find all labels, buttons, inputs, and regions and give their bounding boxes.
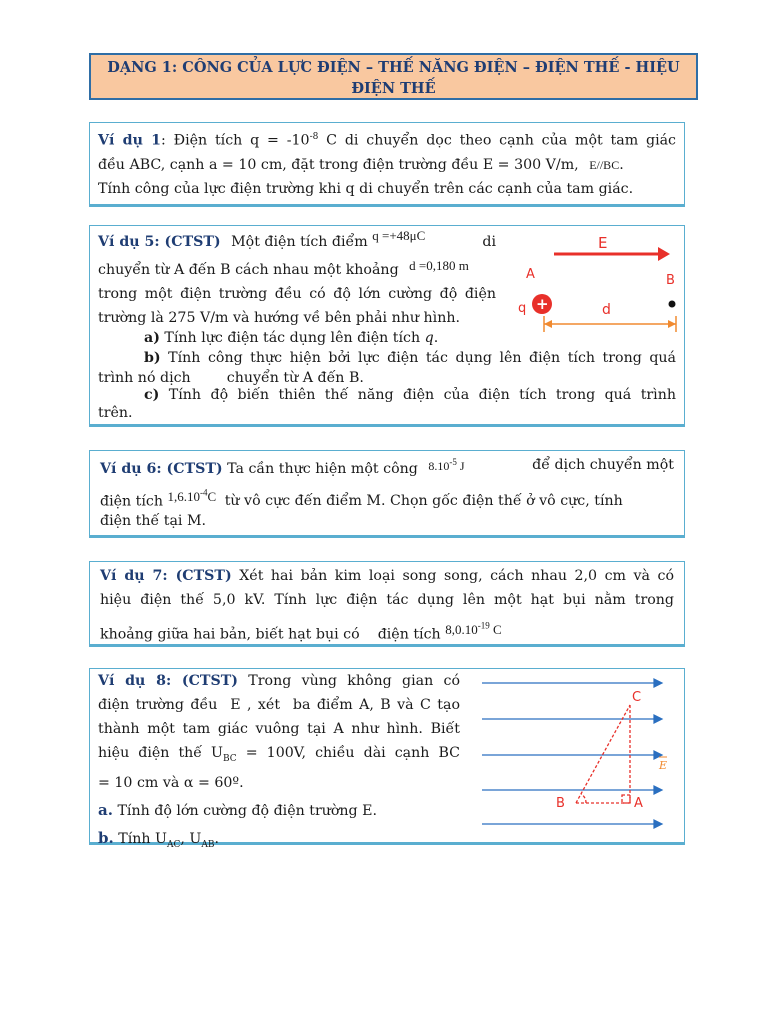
example-6-line1: Ví dụ 6: (CTST) Ta cần thực hiện một công $^{8.10^{-5} J}$ để dịch chuyển một	[100, 457, 674, 477]
example-8-label: Ví dụ 8: (CTST)	[98, 673, 238, 689]
field-label: E	[598, 234, 608, 252]
example-8-text	[98, 669, 460, 857]
example-5-line1: Ví dụ 5: (CTST) Một điện tích điểm q =+48μC di	[98, 228, 496, 250]
charge-value: $1,6.10^{-4}C$	[167, 488, 217, 505]
distance-value: d =0,180 m	[409, 258, 469, 273]
example-8-line5: = 10 cm và α = 60º.	[98, 774, 244, 791]
work-value: 8.10-5 J	[428, 457, 465, 473]
field-vector-label: E	[659, 759, 668, 772]
field-arrowhead	[658, 247, 670, 261]
example-5-part-b: b) Tính công thực hiện bởi lực điện tác dụng lên điện tích trong quá trình nó dịch chuyển từ A đến B.	[98, 350, 676, 386]
example-5-line3: trong một điện trường đều có độ lớn cường độ điện	[98, 286, 496, 302]
example-8-part-a: a. Tính độ lớn cường độ điện trường E.	[98, 800, 378, 819]
point-b-dot	[669, 301, 676, 308]
example-6-box	[89, 450, 685, 538]
example-6-line2: điện tích $1,6.10^{-4}C$ từ vô cực đến điểm M. Chọn gốc điện thế ở vô cực, tính	[100, 488, 623, 510]
example-8-part-b: b. Tính $U_{AC}$, $U_{AB}$.	[98, 828, 219, 850]
example-5-part-a: a) Tính lực điện tác dụng lên điện tích q.	[144, 330, 439, 346]
triangle-field-diagram	[474, 669, 674, 841]
example-5-line2: chuyển từ A đến B cách nhau một khoảng d =0,180 m	[98, 258, 469, 278]
section-title-line1: DẠNG 1: CÔNG CỦA LỰC ĐIỆN – THẾ NĂNG ĐIỆN – ĐIỆN THẾ - HIỆU	[107, 59, 680, 76]
charge-value: $8,0.10^{-19}$ C	[445, 621, 502, 638]
example-1-label: Ví dụ 1	[98, 132, 162, 149]
example-8-line3: thành một tam giác vuông tại A như hình. Biết	[98, 721, 460, 737]
distance-arrow-right	[668, 320, 676, 328]
example-1-line1: Ví dụ 1: Điện tích $q = -10^{-8}$ C di chuyển dọc theo cạnh của một tam giác	[98, 132, 677, 149]
triangle-abc	[576, 705, 630, 803]
example-7-line3: khoảng giữa hai bản, biết hạt bụi có điện tích $8,0.10^{-19}$ C	[100, 621, 502, 643]
point-c-label: C	[632, 690, 642, 705]
example-5-line4: trường là 275 V/m và hướng về bên phải như hình.	[98, 310, 460, 326]
example-1-line2: đều ABC, cạnh a = 10 cm, đặt trong điện trường đều E = 300 V/m, E//BC.	[98, 156, 624, 173]
section-title-line2: ĐIỆN THẾ	[351, 80, 436, 97]
point-b-label: B	[666, 273, 675, 288]
charge-value: q =+48μC	[372, 228, 426, 243]
example-6-label: Ví dụ 6: (CTST)	[100, 461, 223, 477]
example-5-box	[89, 225, 685, 427]
point-a-label: A	[634, 796, 643, 811]
example-8-line4: hiệu điện thế $U_{BC} = 100V$, chiều dài cạnh BC	[98, 745, 460, 764]
example-1-line3: Tính công của lực điện trường khi q di chuyển trên các cạnh của tam giác.	[98, 180, 634, 197]
example-5-part-c: c) Tính độ biến thiên thế năng điện của điện tích trong quá trình trên.	[98, 387, 676, 421]
example-5-label: Ví dụ 5: (CTST)	[98, 234, 221, 250]
distance-label: d	[602, 302, 611, 318]
example-8-line1: Ví dụ 8: (CTST) Trong vùng không gian có	[98, 673, 461, 689]
example-8-line2: điện trường đều E , xét ba điểm A, B và C tạo	[98, 697, 460, 713]
example-1-box	[89, 122, 685, 207]
point-b-label: B	[556, 796, 565, 811]
example-7-box	[89, 561, 685, 647]
section-title	[89, 53, 698, 100]
charge-q-label: q	[518, 301, 527, 316]
distance-arrow-left	[544, 320, 552, 328]
example-7-line1: Ví dụ 7: (CTST) Xét hai bản kim loại song song, cách nhau 2,0 cm và có	[100, 568, 674, 584]
point-a-label: A	[526, 267, 535, 282]
plus-sign: +	[536, 295, 549, 313]
e-parallel-bc: E//BC	[589, 157, 620, 172]
example-6-line3: điện thế tại M.	[100, 513, 206, 529]
field-diagram	[510, 228, 682, 338]
example-8-box	[89, 668, 685, 850]
example-7-line2: hiệu điện thế 5,0 kV. Tính lực điện tác dụng lên một hạt bụi nằm trong	[100, 592, 674, 608]
example-7-label: Ví dụ 7: (CTST)	[100, 568, 232, 584]
